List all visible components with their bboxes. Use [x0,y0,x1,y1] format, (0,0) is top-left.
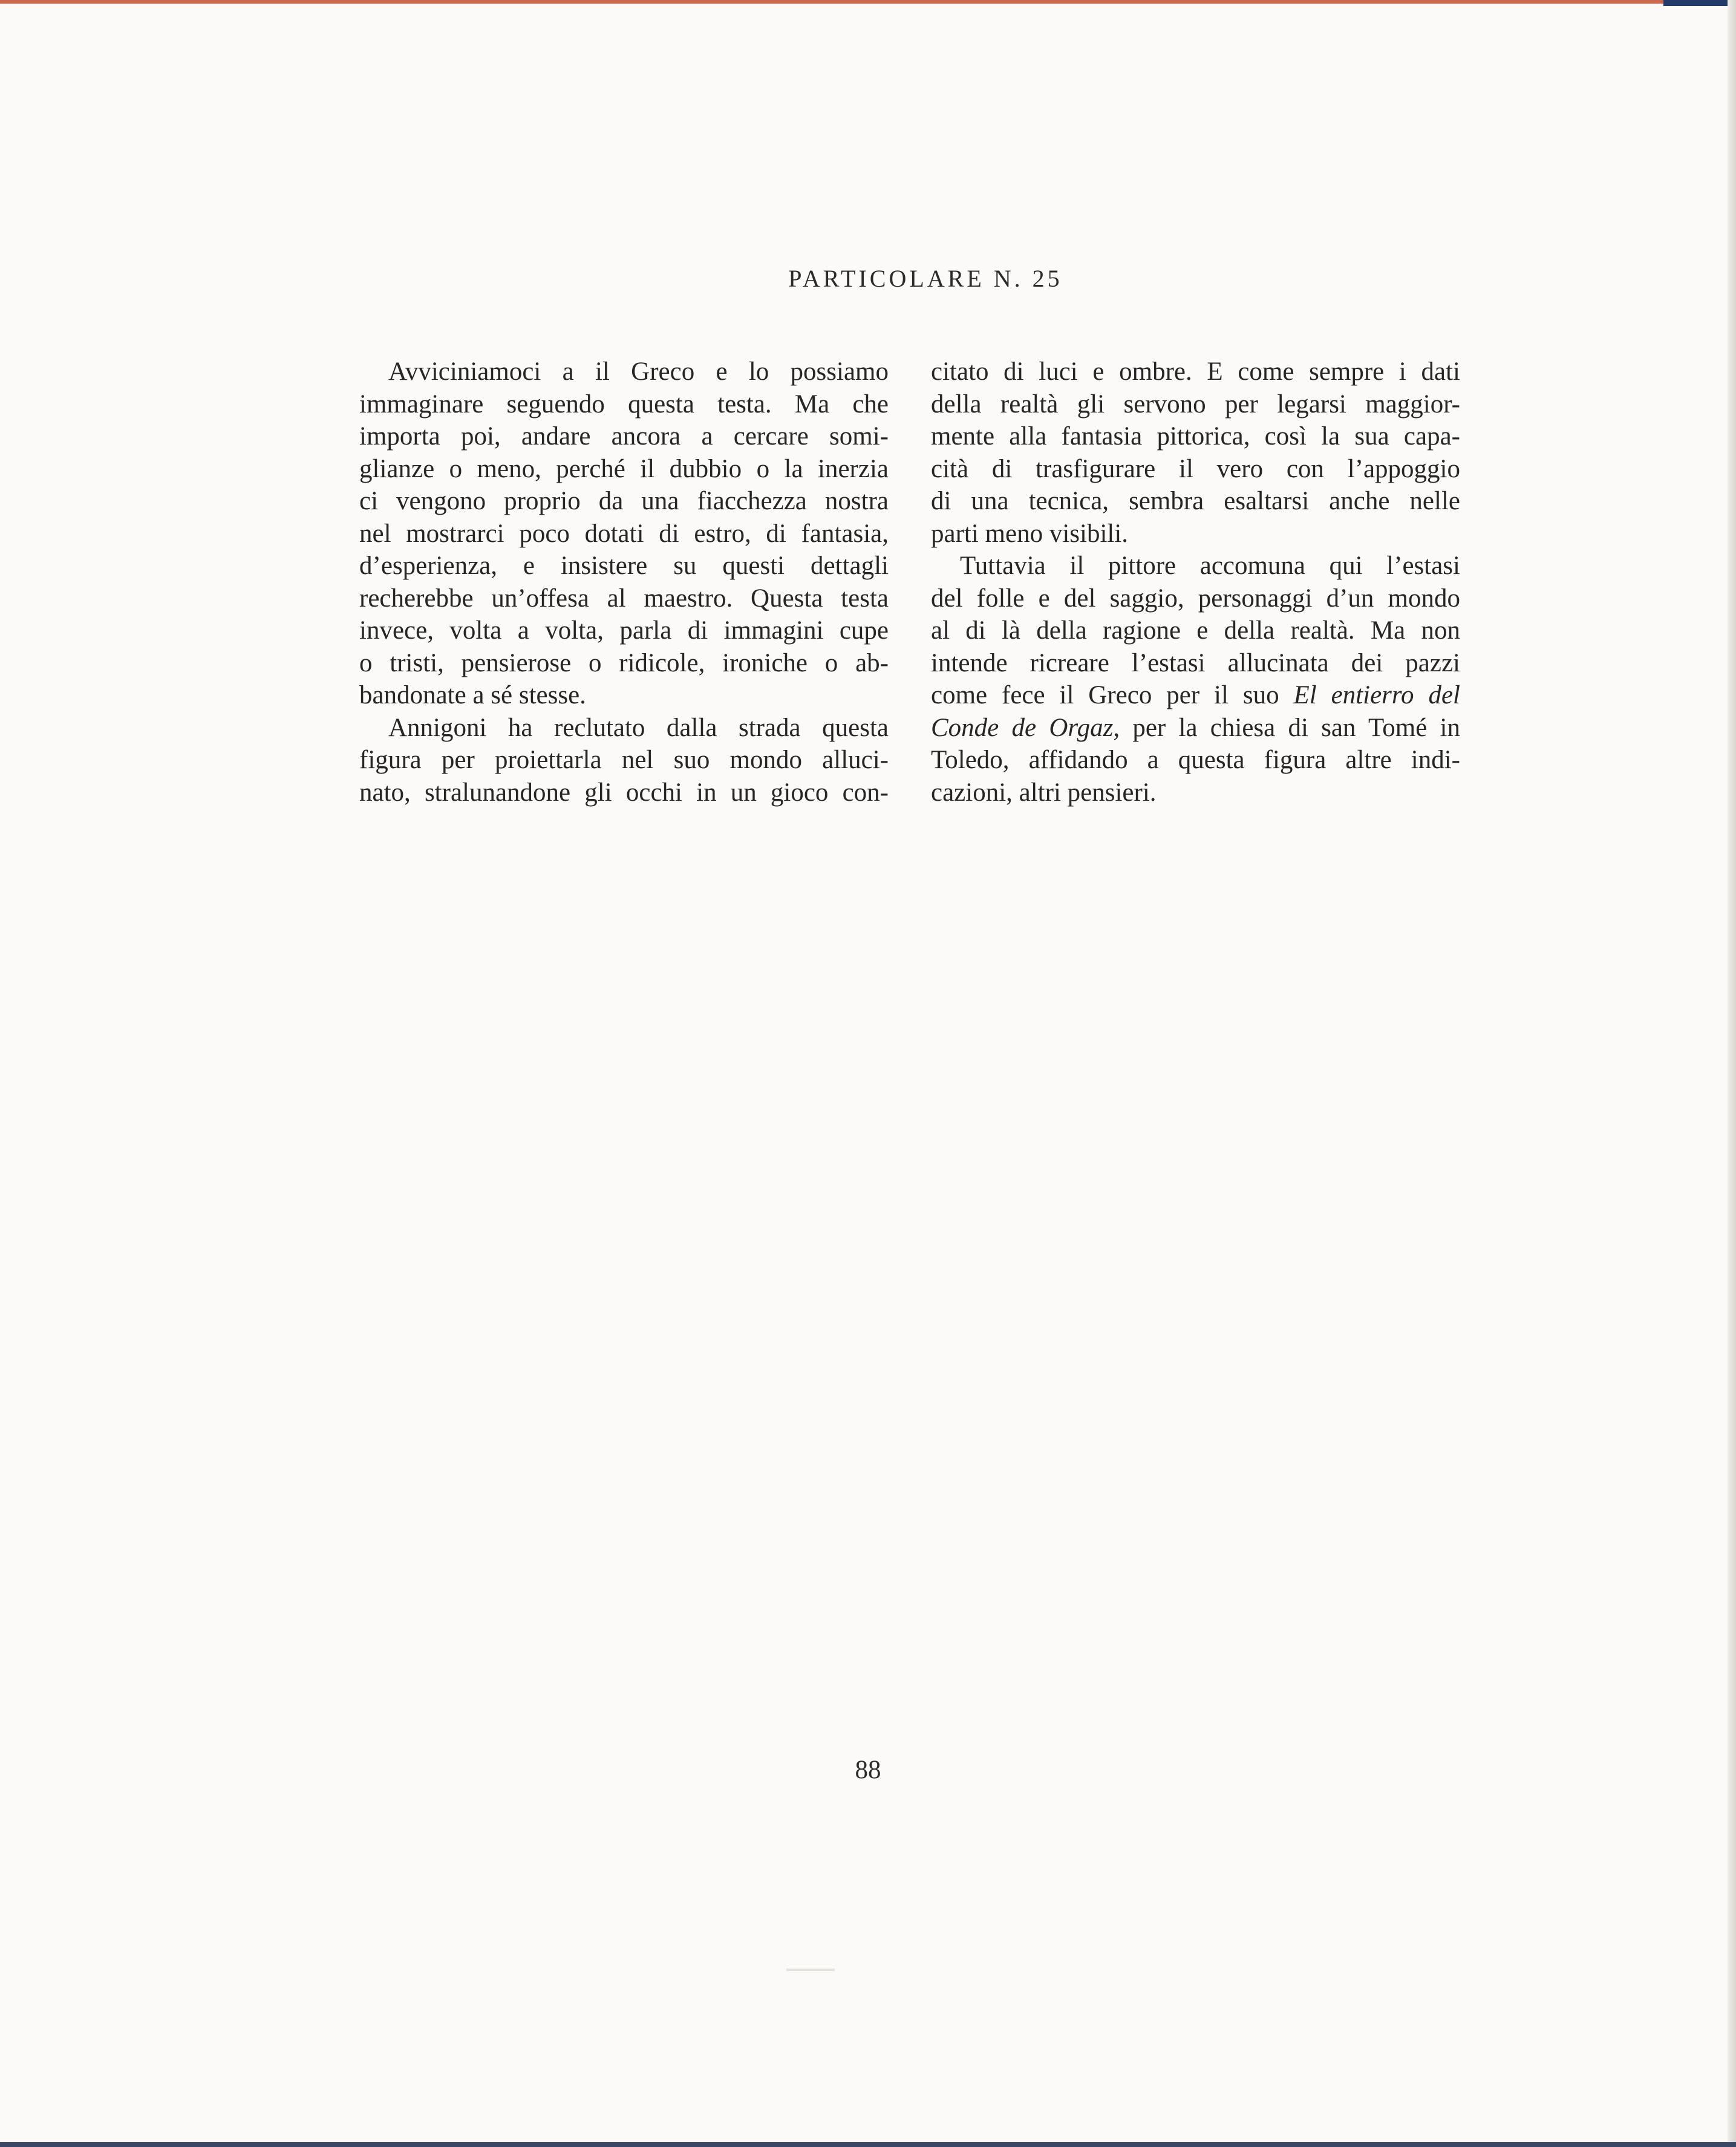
paper-mark [786,1969,835,1971]
page-bottom-edge [0,2142,1736,2147]
text-line: o tristi, pensierose o ridicole, ironiche o ab- [359,648,889,677]
text-line: glianze o meno, perché il dubbio o la inerzia [359,454,889,483]
text-line: del folle e del saggio, personaggi d’un mondo [931,584,1460,613]
text-line: intende ricreare l’estasi allucinata dei pazzi [931,648,1460,677]
text-line: ci vengono proprio da una fiacchezza nostra [359,487,889,515]
artwork-title-italic: Conde de Orgaz [931,713,1114,742]
text-line: mente alla fantasia pittorica, così la sua capa- [931,422,1460,451]
text-line: figura per proiettarla nel suo mondo alluci- [359,746,889,774]
text-line: nel mostrarci poco dotati di estro, di fantasia, [359,519,889,548]
left-column [359,356,889,809]
text-line: invece, volta a volta, parla di immagini cupe [359,616,889,645]
text-line: della realtà gli servono per legarsi maggior- [931,389,1460,419]
right-column [931,356,1460,809]
text-line: cazioni, altri pensieri. [931,778,1157,807]
text-line: immaginare seguendo questa testa. Ma che [359,389,889,419]
page-right-edge [1728,0,1736,2147]
text-line: Tuttavia il pittore accomuna qui l’estasi [960,552,1460,580]
text-line [931,679,1460,712]
text-line: parti meno visibili. [931,519,1129,548]
text-line: recherebbe un’offesa al maestro. Questa testa [359,584,889,613]
text-run: come fece il Greco per il suo [931,681,1294,709]
text-line: al di là della ragione e della realtà. Ma non [931,616,1460,645]
text-line: di una tecnica, sembra esaltarsi anche nelle [931,487,1460,515]
cover-corner [1663,0,1736,6]
text-line [931,712,1460,744]
text-line: Avviciniamoci a il Greco e lo possiamo [388,357,889,386]
text-line: cità di trasfigurare il vero con l’appoggio [931,454,1460,483]
artwork-title-italic: El entierro del [1293,681,1460,709]
text-line: d’esperienza, e insistere su questi dettagli [359,552,889,580]
text-line: nato, stralunandone gli occhi in un gioco con- [359,778,889,807]
page-number: 88 [855,1756,881,1784]
text-line: importa poi, andare ancora a cercare somi- [359,422,889,451]
text-line: Toledo, affidando a questa figura altre indi- [931,746,1460,774]
page-heading: PARTICOLARE N. 25 [788,265,1063,292]
page-top-edge [0,0,1736,4]
text-run: , per la chiesa di san Tomé in [1113,713,1461,742]
text-line: bandonate a sé stesse. [359,681,586,709]
text-line: Annigoni ha reclutato dalla strada questa [388,713,889,742]
text-line: citato di luci e ombre. E come sempre i dati [931,357,1460,386]
